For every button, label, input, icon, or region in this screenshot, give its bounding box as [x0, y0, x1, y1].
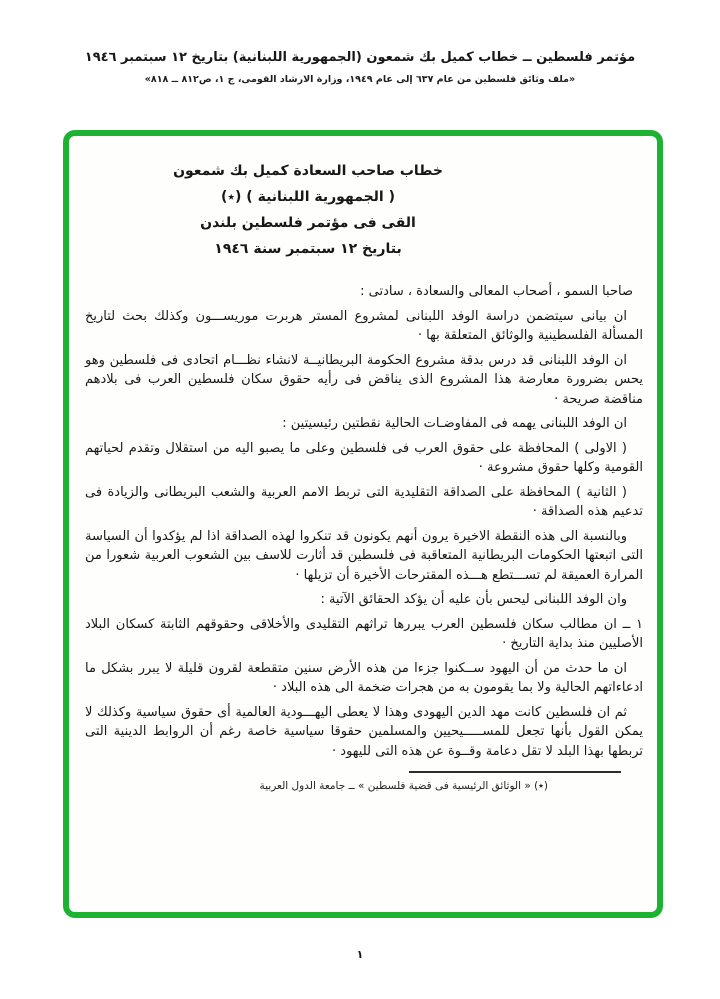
paragraph: ان بيانى سيتضمن دراسة الوفد اللبنانى لمشروع المستر هربرت موريســـون وكذلك بحث لتاريخ المسألة الفلسطينية والوثائق المتعلقة بها ·: [85, 308, 643, 343]
green-border-frame: [63, 130, 663, 918]
document-scan-body: [69, 136, 657, 912]
paragraph: ان ما حدث من أن اليهود ســكنوا جزءا من هذه الأرض سنين متقطعة لقرون قليلة لا يبرر بشكل ما ادعاءاتهم الحالية ولا بما يقومون به من هجرات ضخمة الى هذه البلاد ·: [85, 660, 643, 695]
footnote-citation: (٭) « الوثائق الرئيسية فى قضية فلسطين » ــ جامعة الدول العربية: [259, 780, 548, 792]
title-line-date: بتاريخ ١٢ سبتمبر سنة ١٩٤٦: [214, 241, 402, 257]
title-line-conference: القى فى مؤتمر فلسطين بلندن: [200, 215, 416, 231]
title-line-speaker: خطاب صاحب السعادة كميل بك شمعون: [173, 163, 443, 179]
paragraph: ( الثانية ) المحافظة على الصداقة التقليدية التى تربط الامم العربية والشعب البريطانى والزيادة فى تدعيم هذه الصداقة ·: [85, 484, 643, 519]
numbered-item-1: ١ ــ ان مطالب سكان فلسطين العرب يبررها تراثهم التقليدى والأخلاقى وحقوقهم الثابتة كسكان البلاد الأصليين منذ بداية التاريخ ·: [85, 616, 643, 651]
page-number: ١: [356, 948, 364, 961]
paragraph: ثم ان فلسطين كانت مهد الدين اليهودى وهذا لا يعطى اليهـــودية العالمية أى حقوق سياسية وكذلك لا يمكن القول بأنها تجعل للمســـــيحيين والمسلمين حقوقا سياسية خاصة رغم أن الروابط الدينية التى تربطها بهذا البلد لا تقل دعامة وقــوة عن هذه التى لليهود ·: [85, 704, 643, 759]
header-conference-title: مؤتمر فلسطين ــ خطاب كميل بك شمعون (الجمهورية اللبنانية) بتاريخ ١٢ سبتمبر ١٩٤٦: [84, 50, 636, 65]
title-line-republic: ( الجمهورية اللبنانية ) (٭): [221, 189, 395, 205]
speech-text: [85, 282, 643, 761]
paragraph: ( الاولى ) المحافظة على حقوق العرب فى فلسطين وعلى ما يصبو اليه من استقلال وتقدم لحياتهم القومية وكلها حقوق مشروعة ·: [85, 440, 643, 475]
footnote-divider: [409, 771, 621, 773]
paragraph: ان الوفد اللبنانى قد درس بدقة مشروع الحكومة البريطانيــة لانشاء نظـــام اتحادى فى فلسطين وهو يحس بضرورة معارضة هذا المشروع الذى يناقض فى رأيه حقوق سكان فلسطين العرب فى بلادهم مناقضة صريحة ·: [85, 352, 643, 407]
document-header: [0, 50, 720, 85]
speech-title-block: [29, 158, 587, 262]
paragraph: وبالنسبة الى هذه النقطة الاخيرة يرون أنهم يكونون قد تنكروا لهذه الصداقة اذا لم يؤكدوا أن السياسة التى اتبعتها الحكومات البريطانية المتعاقبة فى فلسطين قد أثارت للاسف بين الشعوب العربية شعورا من المرارة العميقة لم تســـتطع هـــذه المقترحات الأخيرة أن تزيلها ·: [85, 528, 643, 583]
header-source-citation: «ملف وثائق فلسطين من عام ٦٣٧ إلى عام ١٩٤٩، وزارة الارشاد القومى، ج ١، ص٨١٢ ــ ٨١٨»: [144, 74, 576, 85]
paragraph: وان الوفد اللبنانى ليحس بأن عليه أن يؤكد الحقائق الآتية :: [320, 592, 627, 607]
salutation-line: صاحبا السمو ، أصحاب المعالى والسعادة ، سادتى :: [360, 284, 633, 299]
paragraph: ان الوفد اللبنانى يهمه فى المفاوضـات الحالية نقطتين رئيسيتين :: [282, 416, 627, 431]
